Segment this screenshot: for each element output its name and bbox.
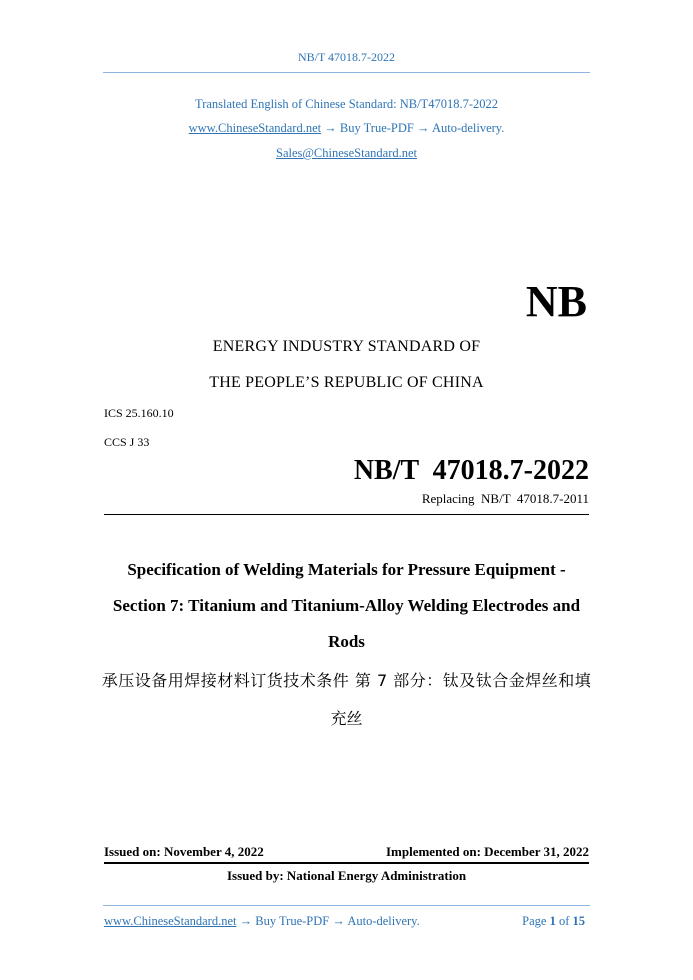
ccs-code: CCS J 33 [104,435,150,449]
buy-pdf-text: Buy True-PDF [339,121,414,135]
footer-delivery-text: Auto-delivery. [347,914,420,928]
footer-links [104,914,420,929]
page-current: 1 [549,914,556,928]
implemented-date: Implemented on: December 31, 2022 [385,844,589,859]
running-header: NB/T 47018.7-2022 [297,50,396,64]
issued-date: Issued on: November 4, 2022 [104,844,264,859]
issuing-authority: Issued by: National Energy Administration [226,868,467,883]
title-divider [104,514,589,515]
org-line-1: ENERGY INDUSTRY STANDARD OF [212,338,481,355]
arrow-icon: → [417,121,430,135]
title-line-2: Section 7: Titanium and Titanium-Alloy Welding Electrodes and [112,596,581,615]
page-label: Page [522,914,547,928]
org-line-2: THE PEOPLE’S REPUBLIC OF CHINA [209,374,484,391]
ics-code: ICS 25.160.10 [104,406,174,420]
header-divider [103,72,590,73]
of-label: of [558,914,570,928]
page-indicator [522,914,585,929]
footer-buy-text: Buy True-PDF [255,914,330,928]
translation-notice: Translated English of Chinese Standard: NB/T47018.7-2022 [195,97,498,111]
title-line-1: Specification of Welding Materials for Pressure Equipment - [127,560,566,579]
arrow-icon: → [239,914,253,928]
title-line-3: Rods [328,632,365,651]
replacing-note: Replacing NB/T 47018.7-2011 [421,491,589,506]
chinese-title-line-2: 充丝 [330,709,363,728]
promo-links [0,121,693,136]
arrow-icon: → [332,914,345,928]
email-row [0,146,693,161]
footer-divider [103,905,590,906]
nb-logo: NB [525,277,587,326]
auto-delivery-text: Auto-delivery. [431,121,505,135]
footer-site-link[interactable]: www.ChineseStandard.net [104,914,237,928]
dates-divider [104,862,589,864]
email-link[interactable]: Sales@ChineseStandard.net [276,146,417,160]
chinese-title-line-1: 承压设备用焊接材料订货技术条件 第 7 部分：钛及钛合金焊丝和填 [101,671,592,690]
arrow-icon: → [324,121,337,135]
page-total: 15 [572,914,585,928]
site-link[interactable]: www.ChineseStandard.net [188,121,322,135]
standard-number: NB/T 47018.7-2022 [353,455,589,486]
